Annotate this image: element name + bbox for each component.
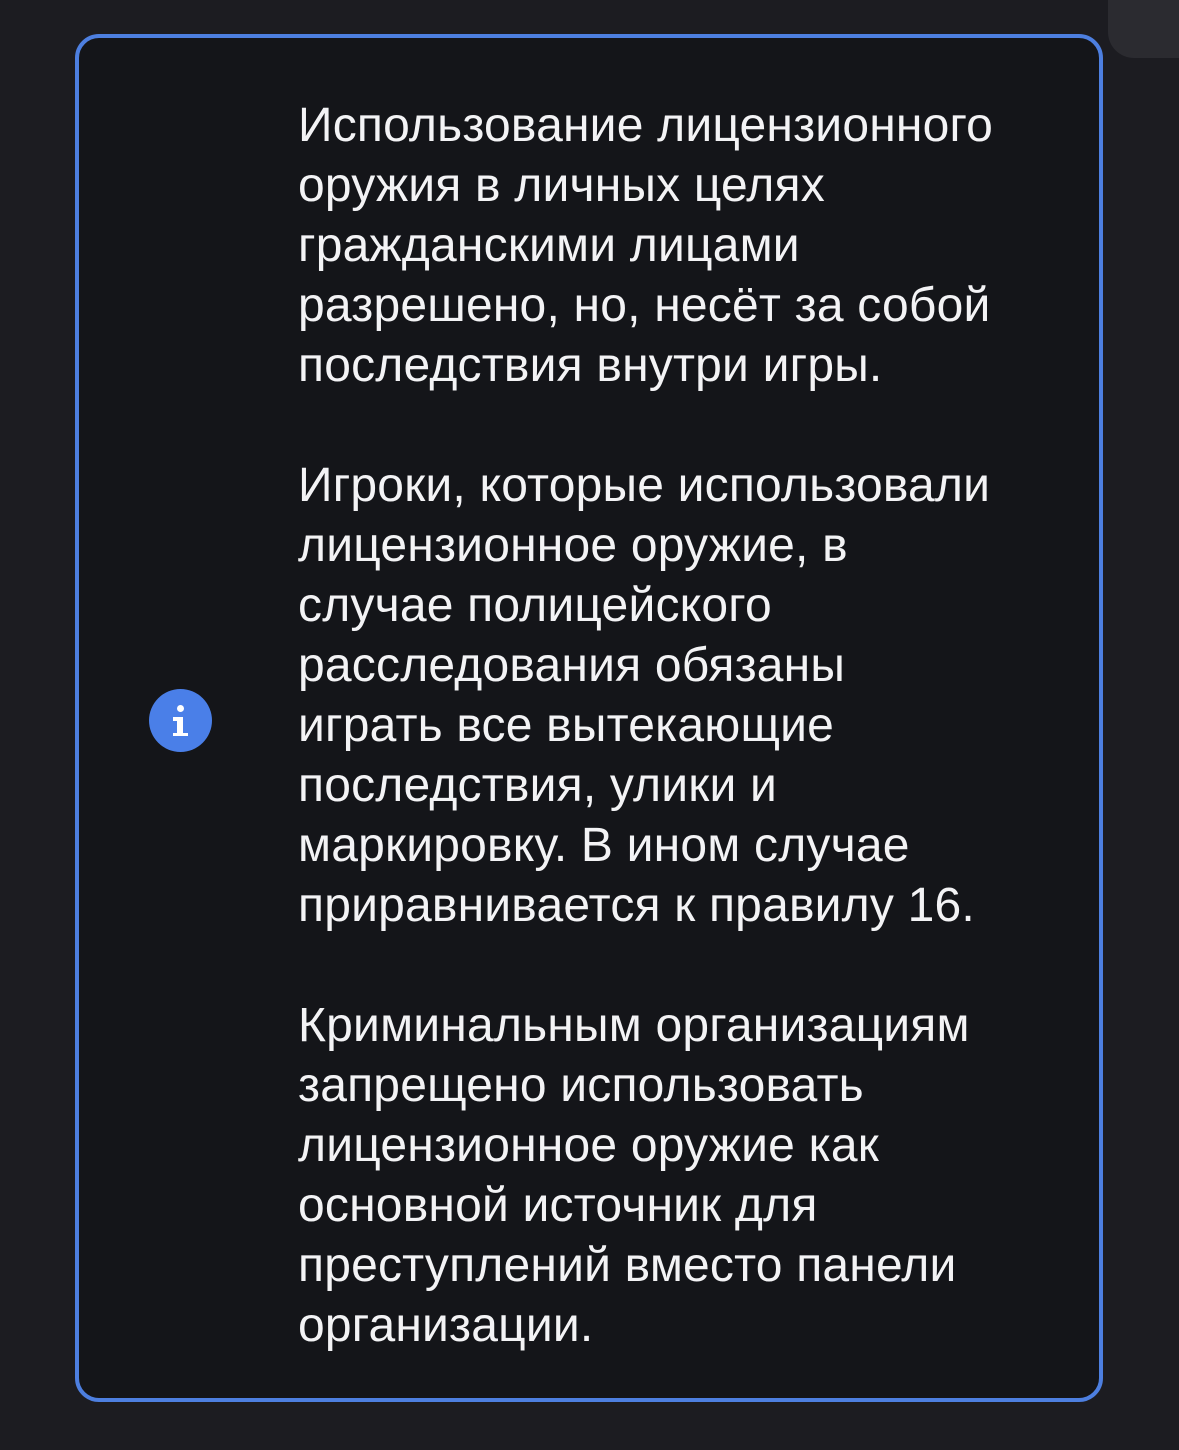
callout-paragraph-3: Криминальным организациям запрещено использовать лицензионное оружие как основной источник для преступлений вместо панели организации. (298, 999, 970, 1352)
callout-text (298, 96, 1078, 1356)
info-icon-serif-bottom (173, 733, 188, 736)
info-icon-dot (177, 705, 184, 712)
adjacent-panel-corner (1108, 0, 1179, 58)
callout-paragraph-2: Игроки, которые использовали лицензионное оружие, в случае полицейского расследования обязаны играть все вытекающие последствия, улики и маркировку. В ином случае приравнивается к правилу 16. (298, 459, 991, 932)
callout-paragraph-1: Использование лицензионного оружия в личных целях гражданскими лицами разрешено, но, несёт за собой последствия внутри игры. (298, 99, 994, 392)
info-callout (75, 34, 1103, 1402)
info-icon (149, 689, 212, 752)
